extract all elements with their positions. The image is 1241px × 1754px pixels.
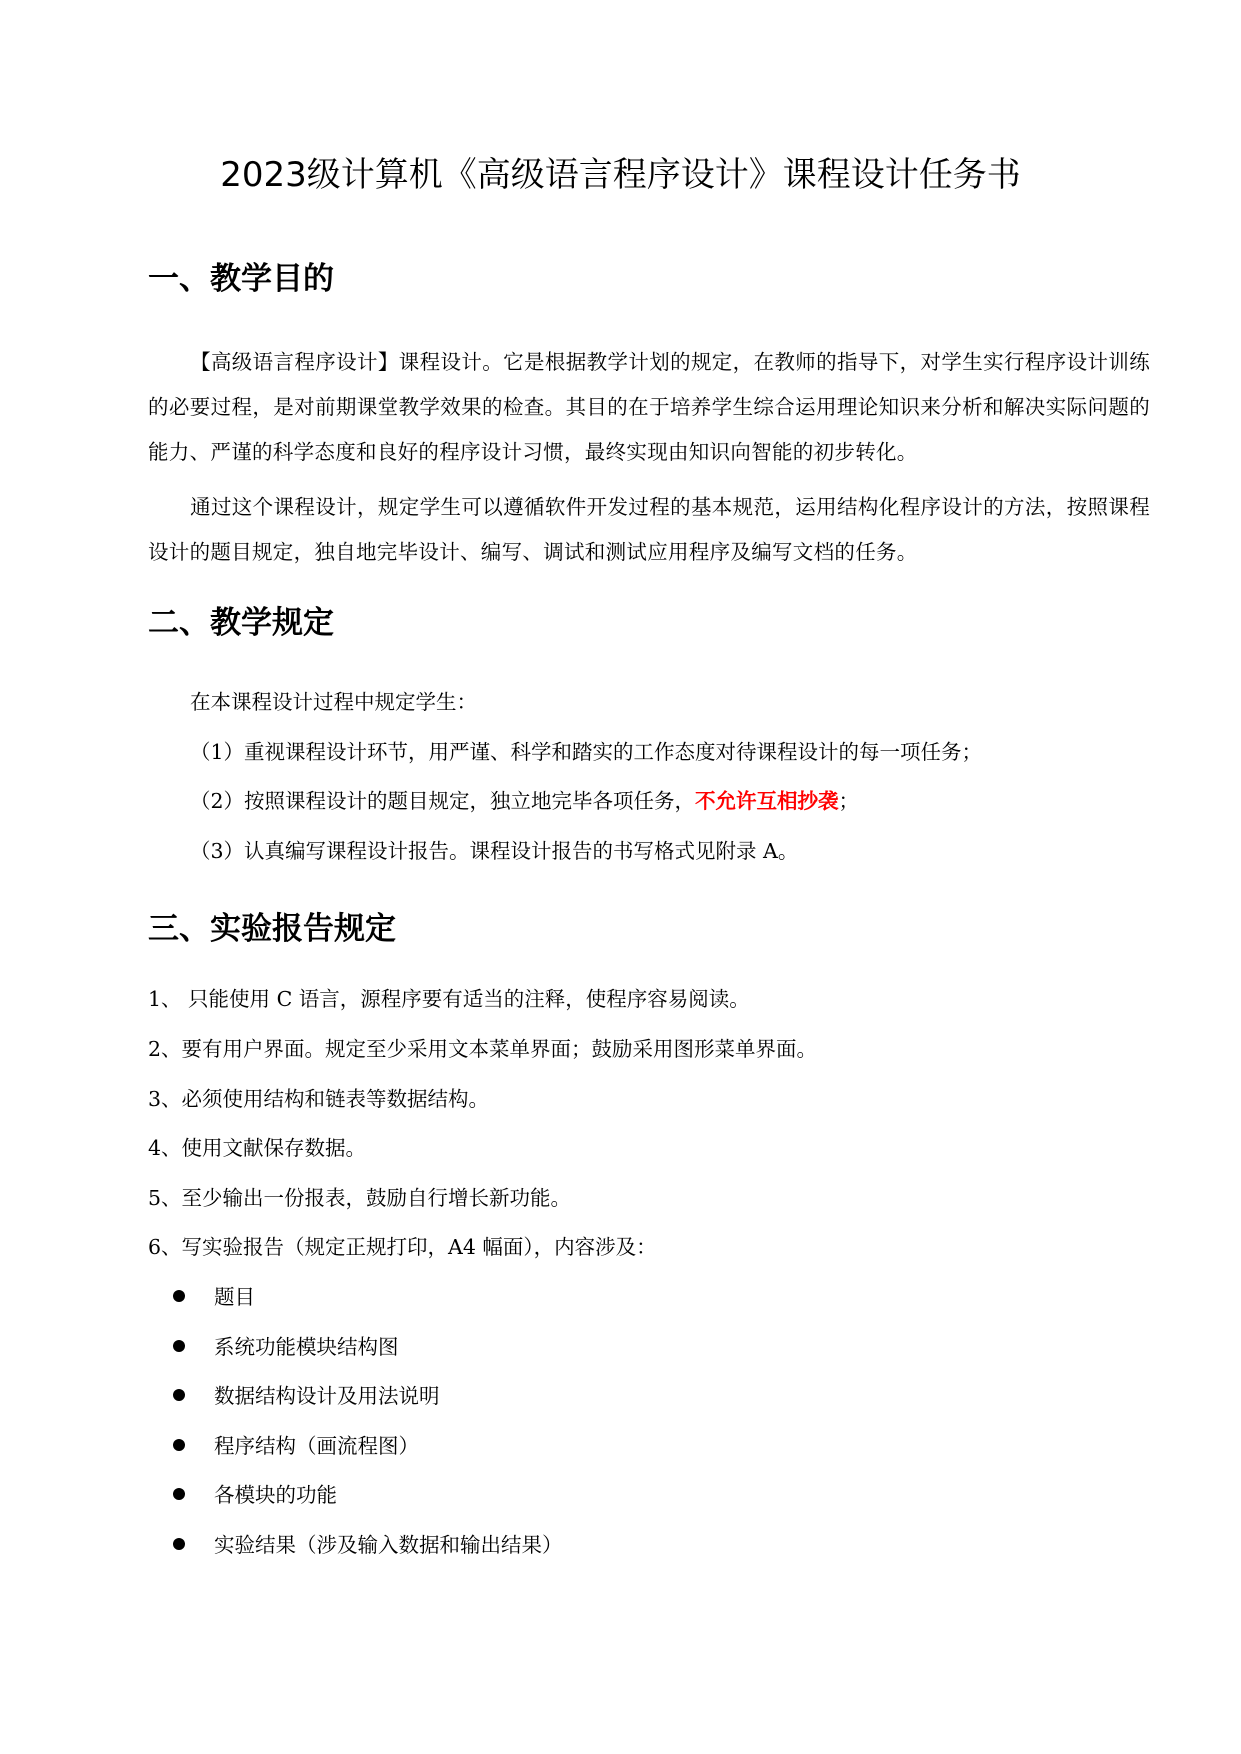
requirement-item-3: （3）认真编写课程设计报告。课程设计报告的书写格式见附录 A。 (190, 839, 799, 863)
report-item-4: 4、使用文献保存数据。 (148, 1136, 367, 1160)
no-plagiarism-warning: 不允许互相抄袭 (695, 789, 839, 813)
paragraph-text: 【高级语言程序设计】课程设计。它是根据教学计划的规定，在教师的指导下，对学生实行程序设计训练的必要过程，是对前期课堂教学效果的检查。其目的在于培养学生综合运用理论知识来分析和解决实际问题的能力、严谨的科学态度和良好的程序设计习惯，最终实现由知识向智能的初步转化。 (148, 350, 1150, 464)
bullet-dot-icon (173, 1538, 185, 1550)
paragraph-text: 通过这个课程设计，规定学生可以遵循软件开发过程的基本规范，运用结构化程序设计的方法，按照课程设计的题目规定，独自地完毕设计、编写、调试和测试应用程序及编写文档的任务。 (148, 495, 1150, 564)
bullet-dot-icon (173, 1290, 185, 1302)
report-item-6: 6、写实验报告（规定正规打印，A4 幅面），内容涉及： (148, 1235, 657, 1259)
report-item-5: 5、至少输出一份报表，鼓励自行增长新功能。 (148, 1186, 572, 1210)
requirement-item-1: （1）重视课程设计环节，用严谨、科学和踏实的工作态度对待课程设计的每一项任务； (190, 740, 983, 764)
bullet-dot-icon (173, 1488, 185, 1500)
requirement-item-2-end: ； (838, 789, 860, 813)
requirement-item-2 (190, 786, 859, 816)
requirements-intro: 在本课程设计过程中规定学生： (190, 690, 477, 714)
bullet-dot-icon (173, 1439, 185, 1451)
report-item-2: 2、要有用户界面。规定至少采用文本菜单界面；鼓励采用图形菜单界面。 (148, 1037, 818, 1061)
bullet-item: 实验结果（涉及输入数据和输出结果） (214, 1533, 563, 1557)
paragraph-purpose-2 (148, 485, 1150, 575)
section-heading-teaching-requirements: 二、教学规定 (148, 605, 334, 641)
report-item-3: 3、必须使用结构和链表等数据结构。 (148, 1087, 490, 1111)
paragraph-purpose-1 (148, 340, 1150, 475)
bullet-item: 系统功能模块结构图 (214, 1335, 399, 1359)
section-heading-report-requirements: 三、实验报告规定 (148, 911, 396, 947)
report-item-1: 1、 只能使用 C 语言，源程序要有适当的注释，使程序容易阅读。 (148, 987, 750, 1011)
bullet-dot-icon (173, 1389, 185, 1401)
section-heading-teaching-purpose: 一、教学目的 (148, 261, 334, 297)
bullet-item: 程序结构（画流程图） (214, 1434, 419, 1458)
bullet-item: 各模块的功能 (214, 1483, 337, 1507)
bullet-item: 数据结构设计及用法说明 (214, 1384, 440, 1408)
requirement-item-2-text: （2）按照课程设计的题目规定，独立地完毕各项任务， (190, 789, 696, 813)
bullet-dot-icon (173, 1340, 185, 1352)
page-title: 2023级计算机《高级语言程序设计》课程设计任务书 (220, 155, 1021, 195)
bullet-item: 题目 (214, 1285, 255, 1309)
